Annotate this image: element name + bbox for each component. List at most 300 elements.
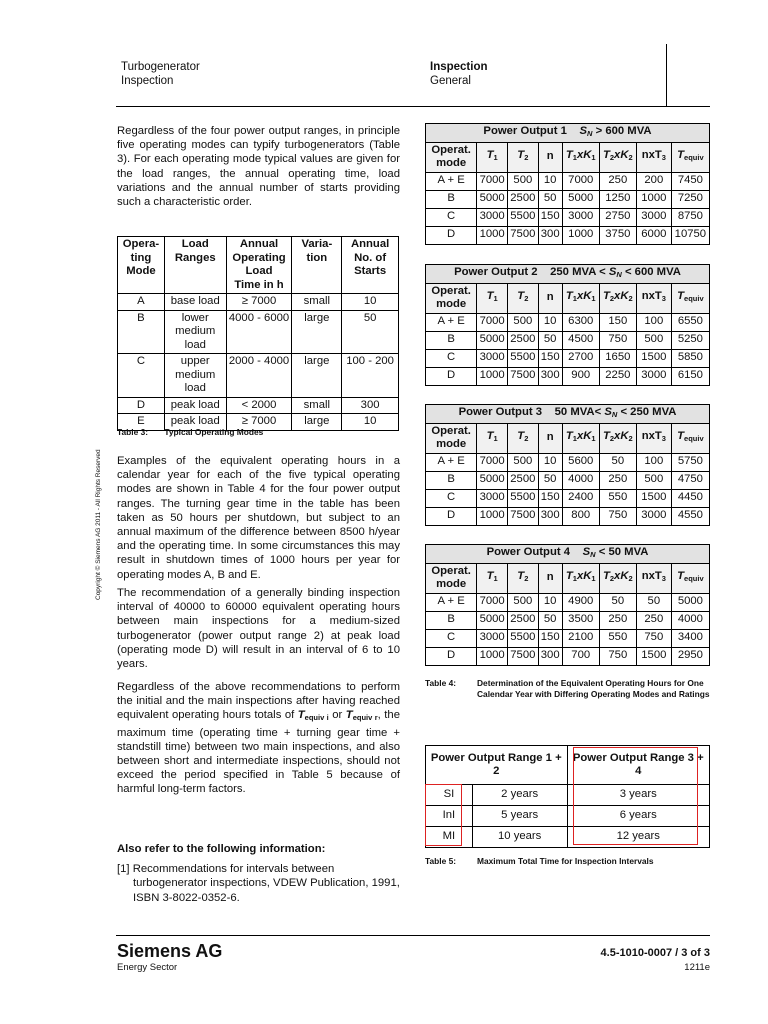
table3-cell: peak load (164, 397, 226, 414)
power-output-cell: 300 (538, 226, 562, 244)
header-left-line1: Turbogenerator (121, 61, 200, 73)
power-output-cell: B (426, 471, 477, 489)
table3-cell: small (292, 294, 342, 311)
header-vertical-rule (666, 44, 667, 106)
table3-header-line: Varia- (301, 238, 333, 250)
table-row (426, 349, 710, 367)
power-output-cell: 5500 (507, 629, 538, 647)
header-right-line1: Inspection (430, 61, 488, 73)
power-output-col-header: Operat. mode (426, 142, 477, 172)
table3-cell: B (118, 310, 165, 354)
power-output-col-header: $T_{equiv}$ (671, 142, 709, 172)
table5-cell: InI (426, 806, 473, 827)
para4-a: Regardless of the above recommendations to perform the initial and the main inspections after having reached equivalent operating hours totals of (117, 681, 400, 722)
power-output-cell: 7500 (507, 367, 538, 385)
table5-caption (425, 856, 715, 867)
power-output-col-header: $T_1$ (477, 423, 508, 453)
power-output-cell: 4750 (671, 471, 709, 489)
table3-cell: small (292, 397, 342, 414)
power-output-cell: 500 (507, 593, 538, 611)
power-output-cell: 250 (599, 611, 636, 629)
paragraph-examples: Examples of the equivalent operating hours in a calendar year for each of the five typical operating modes are shown in Table 4 for the four power output ranges. The turning gear time in the table has been taken as 50 hours per shutdown, but subject to an annual maximum of the difference between 8500 h/year and the operating time. In some circumstances this may result in shutdown times of 1000 hours per year for operating modes A, B and E. (117, 455, 400, 581)
table-row (426, 507, 710, 525)
power-output-cell: 10 (538, 593, 562, 611)
table5-header-range34: Power Output Range 3 + 4 (567, 746, 709, 785)
power-output-condition: < 600 MVA (624, 266, 681, 278)
paragraph-recommendation: The recommendation of a generally binding inspection interval of 40000 to 60000 equivalent operating hours between main inspections for a medium-sized turbogenerator (power output range 2) at peak load (operating mode D) will result in an interval of 6 to 10 years. (117, 587, 400, 671)
power-output-cell: 100 (636, 453, 671, 471)
tequiv-r: T (345, 709, 353, 722)
table3-cell: base load (164, 294, 226, 311)
paragraph-intro: Regardless of the four power output ranges, in principle five operating modes can typify turbogenerators (Table 3). For each operating mode typical values are given for the load ranges, the annual operating time, load variations and the annual number of starts providing such a characteristic order. (117, 125, 400, 209)
power-output-label: Power Output 3 (458, 406, 543, 418)
power-output-cell: 3000 (636, 507, 671, 525)
power-output-cell: 1000 (562, 226, 599, 244)
power-output-col-header: $T_1$ (477, 142, 508, 172)
power-output-cell: 500 (636, 331, 671, 349)
power-output-cell: 750 (599, 331, 636, 349)
table3-header-line: Load Ranges (174, 238, 216, 264)
power-output-cell: 500 (507, 313, 538, 331)
table3-header-cell (226, 237, 292, 294)
tequiv-i-sub: equiv i (304, 713, 329, 723)
sn-symbol: $S_N$ (582, 546, 596, 559)
power-output-cell: 200 (636, 172, 671, 190)
highlight-box-types (425, 784, 462, 846)
table-row (426, 226, 710, 244)
table3-cell: lower medium load (164, 310, 226, 354)
power-output-cell: 5750 (671, 453, 709, 471)
table-header-row (426, 563, 710, 593)
header-rule (116, 106, 710, 107)
table3-header-line: Starts (354, 265, 387, 277)
header-right (430, 60, 488, 88)
power-output-condition: > 600 MVA (595, 125, 652, 137)
copyright-notice: Copyright © Siemens AG 2011 - All Rights Reserved (95, 449, 102, 600)
power-output-cell: C (426, 629, 477, 647)
power-output-cell: 550 (599, 629, 636, 647)
header-left (121, 60, 200, 88)
power-output-cell: D (426, 226, 477, 244)
power-output-cell: 750 (599, 647, 636, 665)
power-output-cell: 3000 (477, 208, 508, 226)
power-output-cell: 500 (507, 172, 538, 190)
power-output-cell: 500 (507, 453, 538, 471)
power-output-cell: 6300 (562, 313, 599, 331)
table-row (426, 593, 710, 611)
table3-cell: ≥ 7000 (226, 294, 292, 311)
power-output-cell: 150 (538, 349, 562, 367)
power-output-cell: 5000 (477, 611, 508, 629)
power-output-condition-pre: 250 MVA < (550, 266, 606, 278)
power-output-cell: 250 (599, 471, 636, 489)
power-output-cell: 50 (599, 593, 636, 611)
table3-caption-number: Table 3: (117, 427, 149, 437)
table-row (426, 471, 710, 489)
power-output-cell: 10 (538, 172, 562, 190)
table3-cell: 4000 - 6000 (226, 310, 292, 354)
power-output-cell: 300 (538, 367, 562, 385)
table3-cell: 100 - 200 (342, 354, 399, 398)
power-output-title (426, 124, 710, 143)
power-output-cell: 100 (636, 313, 671, 331)
tequiv-i: T (297, 709, 305, 722)
table-row (118, 310, 399, 354)
table-row (426, 331, 710, 349)
power-output-title (426, 545, 710, 564)
power-output-col-header: n (538, 283, 562, 313)
footer-company: Siemens AG (117, 941, 223, 961)
table-row (426, 489, 710, 507)
power-output-cell: A + E (426, 172, 477, 190)
power-output-cell: 1650 (599, 349, 636, 367)
power-output-cell: 150 (599, 313, 636, 331)
para4-b: or (328, 709, 346, 722)
table-row (426, 208, 710, 226)
power-output-col-header: Operat. mode (426, 283, 477, 313)
power-output-title (426, 405, 710, 424)
table5-cell: 3 years (567, 785, 709, 806)
power-output-cell: 4550 (671, 507, 709, 525)
power-output-cell: 2750 (599, 208, 636, 226)
power-output-cell: 7000 (477, 593, 508, 611)
power-output-col-header: $T_{equiv}$ (671, 423, 709, 453)
power-output-cell: 1000 (477, 647, 508, 665)
references-heading: Also refer to the following information: (117, 843, 326, 855)
power-output-col-header: $T_{equiv}$ (671, 563, 709, 593)
table3-header-line: Load (245, 265, 273, 277)
table-operating-modes (117, 236, 399, 431)
power-output-cell: 5000 (671, 593, 709, 611)
table-row (426, 611, 710, 629)
header-left-line2: Inspection (121, 75, 174, 87)
power-output-cell: 7500 (507, 226, 538, 244)
table3-cell: large (292, 354, 342, 398)
power-output-cell: 900 (562, 367, 599, 385)
power-output-cell: 4900 (562, 593, 599, 611)
table3-cell: peak load (164, 414, 226, 431)
power-output-cell: 150 (538, 629, 562, 647)
table3-header-line: Opera- (122, 238, 160, 250)
table3-cell: large (292, 310, 342, 354)
power-output-cell: 10 (538, 313, 562, 331)
table3-cell: 2000 - 4000 (226, 354, 292, 398)
table-row (118, 354, 399, 398)
table3-cell: large (292, 414, 342, 431)
power-output-col-header: Operat. mode (426, 563, 477, 593)
power-output-condition: < 50 MVA (598, 546, 649, 558)
power-output-cell: 750 (636, 629, 671, 647)
power-output-cell: 5500 (507, 208, 538, 226)
table-row (426, 367, 710, 385)
power-output-condition: < 250 MVA (620, 406, 677, 418)
table5-cell: SI (426, 785, 473, 806)
table-header-row (426, 423, 710, 453)
power-output-cell: 1500 (636, 647, 671, 665)
power-output-cell: 8750 (671, 208, 709, 226)
power-output-cell: C (426, 208, 477, 226)
power-output-col-header: nxT$_3$ (636, 283, 671, 313)
power-output-cell: 2950 (671, 647, 709, 665)
power-output-cell: 5850 (671, 349, 709, 367)
highlight-box-range34 (573, 747, 698, 845)
power-output-cell: 2500 (507, 331, 538, 349)
power-output-cell: 2500 (507, 611, 538, 629)
power-output-cell: 5500 (507, 489, 538, 507)
table4-caption-text: Determination of the Equivalent Operating Hours for One Calendar Year with Differing Operating Modes and Ratings (477, 678, 710, 699)
power-output-cell: 7500 (507, 507, 538, 525)
sn-symbol: $S_N$ (608, 266, 622, 279)
power-output-label: Power Output 1 (483, 125, 567, 137)
table-row (426, 190, 710, 208)
power-output-label: Power Output 2 (454, 266, 538, 278)
table4-caption-number: Table 4: (425, 678, 457, 688)
table5-cell: 2 years (472, 785, 567, 806)
power-output-cell: D (426, 507, 477, 525)
table3-cell: E (118, 414, 165, 431)
table3-header-line: Annual (239, 238, 279, 250)
power-output-col-header: $T_2xK_2$ (599, 283, 636, 313)
table3-header-line: Mode (126, 265, 156, 277)
power-output-col-header: nxT$_3$ (636, 142, 671, 172)
power-output-cell: 7000 (477, 313, 508, 331)
power-output-cell: 2100 (562, 629, 599, 647)
table3-header-line: ting (130, 251, 152, 264)
power-output-cell: 50 (538, 471, 562, 489)
power-output-cell: 50 (599, 453, 636, 471)
table3-header-cell (342, 237, 399, 294)
table-row (426, 172, 710, 190)
table5-cell: 10 years (472, 827, 567, 848)
power-output-col-header: n (538, 563, 562, 593)
sn-symbol: $S_N$ (579, 125, 593, 138)
power-output-col-header: $T_2xK_2$ (599, 563, 636, 593)
table-row (426, 453, 710, 471)
power-output-cell: 1000 (636, 190, 671, 208)
footer-document-number: 4.5-1010-0007 / 3 of 3 (600, 947, 710, 959)
table3-cell: 300 (342, 397, 399, 414)
power-output-cell: 7500 (507, 647, 538, 665)
power-output-cell: 7000 (477, 172, 508, 190)
table-row (118, 294, 399, 311)
table4-caption (425, 678, 715, 700)
power-output-col-header: nxT$_3$ (636, 563, 671, 593)
power-output-table (425, 544, 710, 666)
power-output-cell: 5000 (477, 331, 508, 349)
power-output-cell: 3500 (562, 611, 599, 629)
power-output-col-header: $T_2xK_2$ (599, 142, 636, 172)
table3-header-line: Operating (232, 251, 286, 264)
power-output-col-header: n (538, 142, 562, 172)
power-output-cell: 10750 (671, 226, 709, 244)
table-row (426, 629, 710, 647)
table3-caption (117, 427, 263, 438)
table5-cell: 12 years (567, 827, 709, 848)
power-output-cell: 3000 (636, 208, 671, 226)
power-output-cell: 500 (636, 471, 671, 489)
sn-symbol: $S_N$ (604, 406, 618, 419)
power-output-cell: 1000 (477, 507, 508, 525)
table3-cell: C (118, 354, 165, 398)
power-output-cell: 5000 (477, 190, 508, 208)
power-output-cell: 3000 (477, 349, 508, 367)
power-output-cell: 800 (562, 507, 599, 525)
power-output-cell: 150 (538, 489, 562, 507)
power-output-cell: 3000 (477, 629, 508, 647)
power-output-cell: A + E (426, 593, 477, 611)
power-output-cell: 4500 (562, 331, 599, 349)
power-output-col-header: $T_2$ (507, 283, 538, 313)
power-output-cell: 3750 (599, 226, 636, 244)
table5-caption-number: Table 5: (425, 856, 457, 866)
power-output-cell: 150 (538, 208, 562, 226)
power-output-cell: 550 (599, 489, 636, 507)
power-output-col-header: nxT$_3$ (636, 423, 671, 453)
power-output-cell: 300 (538, 507, 562, 525)
table-row (118, 397, 399, 414)
power-output-table (425, 404, 710, 526)
power-output-cell: 250 (599, 172, 636, 190)
power-output-cell: 3400 (671, 629, 709, 647)
power-output-cell: 700 (562, 647, 599, 665)
power-output-cell: 50 (538, 331, 562, 349)
power-output-cell: 2500 (507, 190, 538, 208)
power-output-label: Power Output 4 (486, 546, 571, 558)
power-output-cell: B (426, 611, 477, 629)
power-output-cell: 7250 (671, 190, 709, 208)
table3-header-cell (164, 237, 226, 294)
power-output-cell: D (426, 367, 477, 385)
power-output-cell: 5000 (477, 471, 508, 489)
power-output-col-header: $T_2xK_2$ (599, 423, 636, 453)
table5-cell: MI (426, 827, 473, 848)
power-output-col-header: $T_2$ (507, 563, 538, 593)
table5-header-range12: Power Output Range 1 + 2 (426, 746, 568, 785)
power-output-cell: 750 (599, 507, 636, 525)
table3-header-line: No. of (354, 251, 387, 264)
table3-cell: ≥ 7000 (226, 414, 292, 431)
power-output-cell: 3000 (562, 208, 599, 226)
power-output-cell: 7000 (477, 453, 508, 471)
power-output-cell: A + E (426, 453, 477, 471)
power-output-cell: 6150 (671, 367, 709, 385)
power-output-cell: C (426, 489, 477, 507)
power-output-cell: 7000 (562, 172, 599, 190)
table3-cell: 50 (342, 310, 399, 354)
table3-cell: < 2000 (226, 397, 292, 414)
paragraph-regardless (117, 680, 400, 797)
power-output-cell: 2500 (507, 471, 538, 489)
power-output-cell: 50 (636, 593, 671, 611)
power-output-cell: 1500 (636, 489, 671, 507)
power-output-col-header: $T_2$ (507, 423, 538, 453)
power-output-col-header: $T_1$ (477, 283, 508, 313)
power-output-cell: 5500 (507, 349, 538, 367)
header-right-line2: General (430, 75, 471, 87)
power-output-cell: 4450 (671, 489, 709, 507)
table-header-row (426, 142, 710, 172)
power-output-col-header: $T_2$ (507, 142, 538, 172)
table-row (426, 647, 710, 665)
table3-cell: A (118, 294, 165, 311)
table3-cell: 10 (342, 294, 399, 311)
table-header-row (426, 283, 710, 313)
table3-header-line: Annual (350, 238, 390, 250)
power-output-cell: 5600 (562, 453, 599, 471)
power-output-col-header: $T_1xK_1$ (562, 423, 599, 453)
power-output-cell: 1000 (477, 367, 508, 385)
power-output-cell: 250 (636, 611, 671, 629)
power-output-cell: 4000 (562, 471, 599, 489)
footer-sector: Energy Sector (117, 962, 178, 973)
power-output-title (426, 265, 710, 284)
power-output-col-header: $T_1$ (477, 563, 508, 593)
reference-item: [1] Recommendations for intervals between turbogenerator inspections, VDEW Publication, 1991, ISBN 3-8022-0352-6. (117, 863, 400, 904)
footer-revision: 1211e (684, 962, 710, 973)
table5-cell: 6 years (567, 806, 709, 827)
power-output-cell: 2700 (562, 349, 599, 367)
power-output-cell: 6550 (671, 313, 709, 331)
table3-header-line: tion (306, 251, 328, 264)
tequiv-r-sub: equiv r (352, 713, 378, 723)
power-output-table (425, 123, 710, 245)
power-output-cell: 4000 (671, 611, 709, 629)
power-output-table (425, 264, 710, 386)
power-output-col-header: $T_1xK_1$ (562, 142, 599, 172)
table5-caption-text: Maximum Total Time for Inspection Intervals (477, 856, 654, 866)
power-output-cell: B (426, 190, 477, 208)
power-output-cell: 6000 (636, 226, 671, 244)
power-output-cell: 2250 (599, 367, 636, 385)
table3-header-line: Time in h (234, 278, 284, 291)
power-output-cell: 7450 (671, 172, 709, 190)
power-output-cell: D (426, 647, 477, 665)
power-output-cell: A + E (426, 313, 477, 331)
power-output-cell: 3000 (477, 489, 508, 507)
footer-rule (116, 935, 710, 936)
power-output-cell: 5250 (671, 331, 709, 349)
table5-cell: 5 years (472, 806, 567, 827)
power-output-col-header: $T_1xK_1$ (562, 283, 599, 313)
power-output-col-header: $T_{equiv}$ (671, 283, 709, 313)
power-output-col-header: n (538, 423, 562, 453)
power-output-col-header: Operat. mode (426, 423, 477, 453)
power-output-condition-pre: 50 MVA< (554, 406, 602, 418)
power-output-cell: 50 (538, 611, 562, 629)
power-output-cell: C (426, 349, 477, 367)
table3-header-cell (292, 237, 342, 294)
power-output-cell: 1250 (599, 190, 636, 208)
power-output-cell: 1000 (477, 226, 508, 244)
power-output-cell: 50 (538, 190, 562, 208)
power-output-cell: 10 (538, 453, 562, 471)
table3-cell: upper medium load (164, 354, 226, 398)
power-output-cell: 300 (538, 647, 562, 665)
power-output-cell: 5000 (562, 190, 599, 208)
power-output-cell: B (426, 331, 477, 349)
power-output-cell: 2400 (562, 489, 599, 507)
references (117, 842, 400, 905)
table3-cell: D (118, 397, 165, 414)
table3-header-cell (118, 237, 165, 294)
power-output-cell: 1500 (636, 349, 671, 367)
power-output-cell: 3000 (636, 367, 671, 385)
table3-caption-text: Typical Operating Modes (164, 427, 264, 437)
para4-c: , the maximum time (operating time + turning gear time + standstill time) between two main inspections, and also between short and intermediate inspections, should not exceed the period specified in Table 5 because of harmful long-term factors. (117, 709, 400, 796)
power-output-col-header: $T_1xK_1$ (562, 563, 599, 593)
table-row (426, 313, 710, 331)
table3-cell: 10 (342, 414, 399, 431)
